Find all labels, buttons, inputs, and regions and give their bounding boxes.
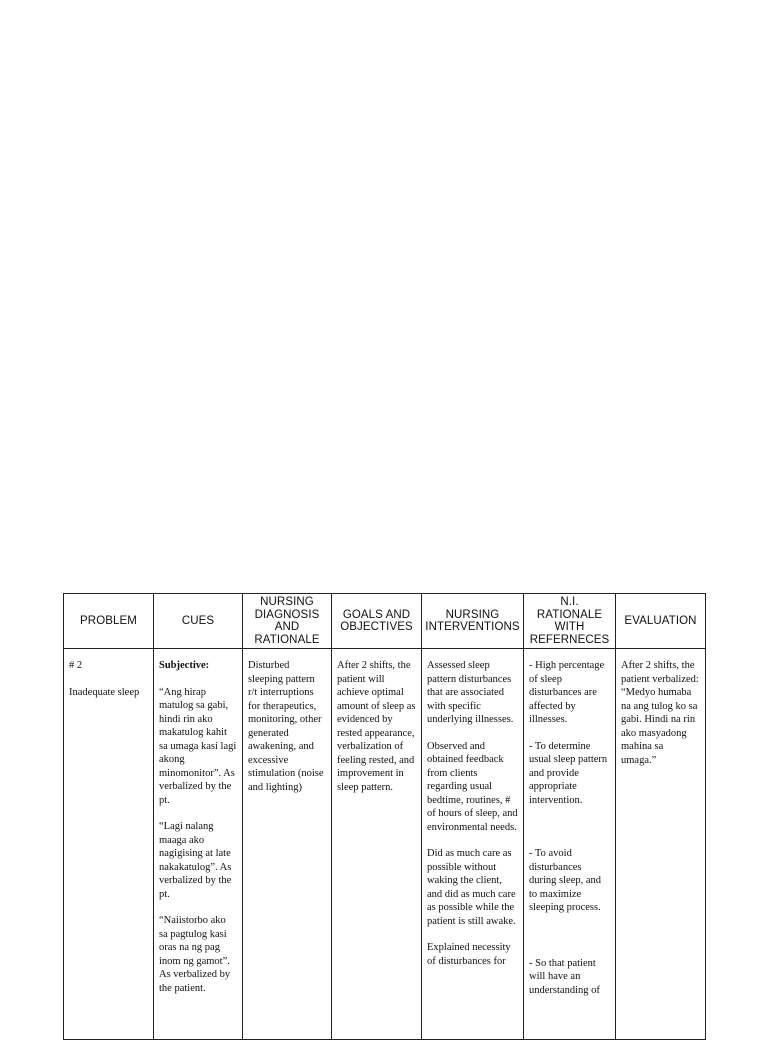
nursing-care-plan-table <box>63 593 706 1040</box>
evaluation-text: After 2 shifts, the patient verbalized: “Medyo humaba na ang tulog ko sa gabi. Hindi na rin ako masyadong mahina sa umaga.” <box>621 660 699 766</box>
rationale-item: - To determine usual sleep pattern and provide appropriate intervention. <box>529 740 608 806</box>
cue-item: “Ang hirap matulog sa gabi, hindi rin ako makatulog kahit sa umaga kasi lagi akong minomonitor”. As verbalized by the pt. <box>159 686 237 806</box>
problem-cell <box>64 649 154 1040</box>
goals-cell <box>332 649 422 1040</box>
table-row <box>64 649 706 1040</box>
intervention-item: Did as much care as possible without waking the client, and did as much care as possible while the patient is still awake. <box>427 848 516 927</box>
header-interventions: NURSING INTERVENTIONS <box>422 594 524 649</box>
cues-label: Subjective: <box>159 660 210 671</box>
header-row <box>64 594 706 649</box>
cues-cell <box>154 649 243 1040</box>
cue-item: “Naiistorbo ako sa pagtulog kasi oras na ng pag inom ng gamot”. As verbalized by the patient. <box>159 915 231 994</box>
rationale-item: - To avoid disturbances during sleep, and to maximize sleeping process. <box>529 848 602 913</box>
header-problem: PROBLEM <box>64 594 154 649</box>
header-evaluation: EVALUATION <box>616 594 706 649</box>
rationale-cell <box>524 649 616 1040</box>
rationale-item: - So that patient will have an understanding of <box>529 957 600 996</box>
header-diagnosis: NURSING DIAGNOSIS AND RATIONALE <box>243 594 332 649</box>
cue-item: “Lagi nalang maaga ako nagigising at late nakakatulog”. As verbalized by the pt. <box>159 821 232 900</box>
header-cues: CUES <box>154 594 243 649</box>
problem-text: Inadequate sleep <box>69 686 140 698</box>
header-goals: GOALS AND OBJECTIVES <box>332 594 422 649</box>
problem-number: # 2 <box>69 660 83 671</box>
rationale-item: - High percentage of sleep disturbances are affected by illnesses. <box>529 660 605 725</box>
intervention-item: Explained necessity of disturbances for <box>427 942 511 967</box>
intervention-item: Observed and obtained feedback from clients regarding usual bedtime, routines, # of hours of sleep, and environmental needs. <box>427 740 518 833</box>
intervention-item: Assessed sleep pattern disturbances that are associated with specific underlying illnesses. <box>427 660 514 725</box>
diagnosis-cell <box>243 649 332 1040</box>
header-rationale: N.I. RATIONALE WITH REFERNECES <box>524 594 616 649</box>
diagnosis-text: Disturbed sleeping pattern r/t interruptions for therapeutics, monitoring, other generated awakening, and excessive stimulation (noise and lighting) <box>248 660 324 793</box>
evaluation-cell <box>616 649 706 1040</box>
goals-text: After 2 shifts, the patient will achieve optimal amount of sleep as evidenced by rested appearance, verbalization of feeling rested, and improvement in sleep pattern. <box>337 660 416 793</box>
interventions-cell <box>422 649 524 1040</box>
